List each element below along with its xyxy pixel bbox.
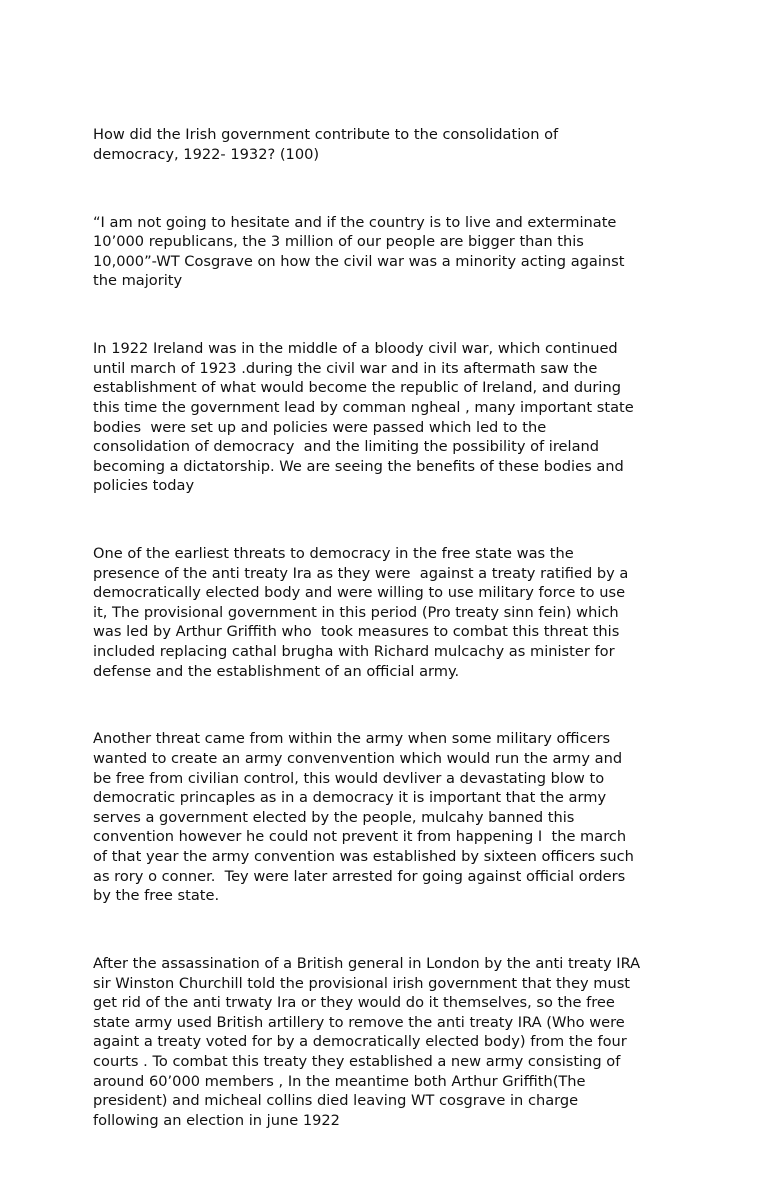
paragraph-anti-treaty-threat: One of the earliest threats to democracy in the free state was the presence of the anti treaty Ira as they were against a treaty ratified by a democratically elected body and were willing to use military force to use it, The provisional government in this period (Pro treaty sinn fein) which was led by Arthur Griffith who took measures to combat this threat this included replacing cathal brugha with Richard mulcachy as minister for defense and the establishment of an official army. — [93, 545, 629, 680]
document-body — [93, 86, 683, 1178]
paragraph-army-convention: Another threat came from within the army when some military officers wanted to create an army convenvention which would run the army and be free from civilian control, this would devliver a devastating blow to democratic princaples as in a democracy it is important that the army serves a government elected by the people, mulcahy banned this convention however he could not prevent it from happening I the march of that year the army convention was established by sixteen officers such as rory o conner. Tey were later arrested for going against official orders by the free state. — [93, 730, 634, 905]
paragraph-four-courts: After the assassination of a British general in London by the anti treaty IRA sir Winston Churchill told the provisional irish government that they must get rid of the anti trwaty Ira or they would do it themselves, so the free state army used British artillery to remove the anti treaty IRA (Who were againt a treaty voted for by a democratically elected body) from the four courts . To combat this treaty they established a new army consisting of around 60’000 members , In the meantime both Arthur Griffith(The president) and micheal collins died leaving WT cosgrave in charge following an election in june 1922 — [93, 954, 641, 1129]
paragraph-introduction: In 1922 Ireland was in the middle of a bloody civil war, which continued until march of 1923 .during the civil war and in its aftermath saw the establishment of what would become the republic of Ireland, and during this time the government lead by comman ngheal , many important state bodies were set up and policies were passed which led to the consolidation of democracy and the limiting the possibility of ireland becoming a dictatorship. We are seeing the benefits of these bodies and policies today — [93, 340, 634, 495]
opening-quote: “I am not going to hesitate and if the country is to live and exterminate 10’000 republicans, the 3 million of our people are bigger than this 10,000”-WT Cosgrave on how the civil war was a minority acting against the majority — [93, 213, 625, 290]
essay-question: How did the Irish government contribute to the consolidation of democracy, 1922- 1932? (100) — [93, 126, 559, 163]
